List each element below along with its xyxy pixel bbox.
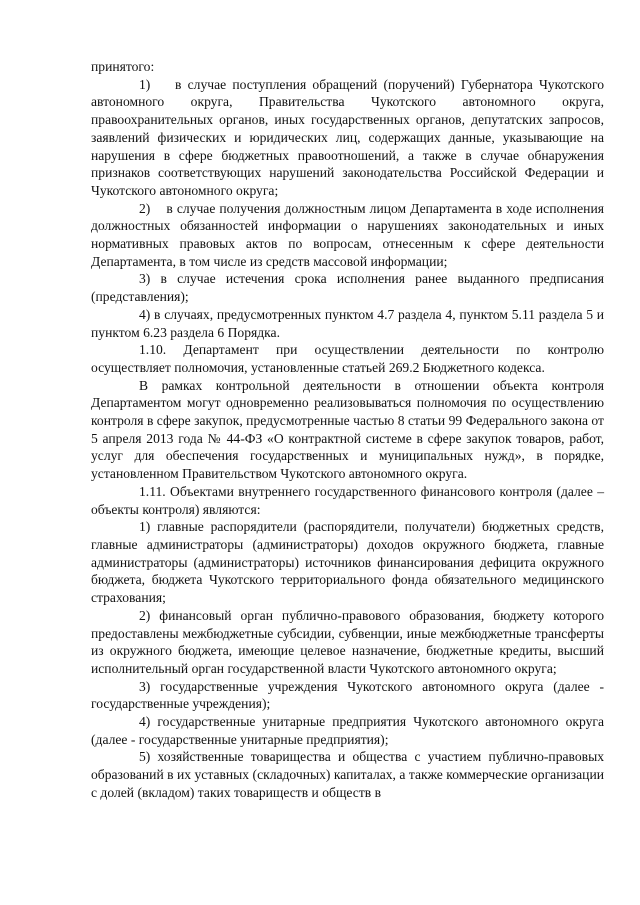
paragraph-object-5: 5) хозяйственные товарищества и общества с участием публично-правовых образований в их уставных (складочных) капиталах, а также коммерческие организации с долей (вкладом) таких товариществ и обществ в: [91, 749, 604, 800]
paragraph-section-1-10: 1.10. Департамент при осуществлении деятельности по контролю осуществляет полномочия, установленные статьей 269.2 Бюджетного кодекса.: [91, 342, 604, 375]
paragraph-intro: принятого:: [91, 59, 155, 74]
paragraph-object-4: 4) государственные унитарные предприятия Чукотского автономного округа (далее - государственные унитарные предприятия);: [91, 714, 604, 747]
document-page: [91, 58, 604, 802]
paragraph-object-2: 2) финансовый орган публично-правового образования, бюджету которого предоставлены межбюджетные субсидии, субвенции, иные межбюджетные трансферты из окружного бюджета, имеющие целевое назначение, бюджетные кредиты, высший исполнительный орган государственной власти Чукотского автономного округа;: [91, 607, 604, 676]
paragraph-procurement-control: В рамках контрольной деятельности в отношении объекта контроля Департаментом могут одновременно реализовываться полномочия по осуществлению контроля в сфере закупок, предусмотренные частью 8 статьи 99 Федерального закона от 5 апреля 2013 года № 44-ФЗ «О контрактной системе в сфере закупок товаров, работ, услуг для обеспечения государственных и муниципальных нужд», в порядке, установленном Правительством Чукотского автономного округа.: [91, 377, 604, 482]
paragraph-object-3: 3) государственные учреждения Чукотского автономного округа (далее - государственные учреждения);: [91, 678, 604, 712]
paragraph-section-1-11: 1.11. Объектами внутреннего государственного финансового контроля (далее – объекты контроля) являются:: [91, 483, 604, 517]
paragraph-item-1: 1) в случае поступления обращений (поручений) Губернатора Чукотского автономного округа, Правительства Чукотского автономного округа, правоохранительных органов, иных государственных органов, депутатских запросов, заявлений физических и юридических лиц, содержащих данные, указывающие на нарушения в сфере бюджетных правоотношений, а также в случае обнаружения признаков соответствующих нарушений законодательства Российской Федерации и Чукотского автономного округа;: [91, 76, 604, 198]
paragraph-item-3: 3) в случае истечения срока исполнения ранее выданного предписания (представления);: [91, 271, 604, 305]
paragraph-item-2: 2) в случае получения должностным лицом Департамента в ходе исполнения должностных обязанностей информации о нарушениях законодательных и иных нормативных правовых актов по вопросам, отнесенным к сфере деятельности Департамента, в том числе из средств массовой информации;: [91, 200, 604, 269]
paragraph-object-1: 1) главные распорядители (распорядители, получатели) бюджетных средств, главные администраторы (администраторы) доходов окружного бюджета, главные администраторы (администраторы) источников финансирования дефицита окружного бюджета, бюджета Чукотского территориального фонда обязательного медицинского страхования;: [91, 519, 604, 606]
paragraph-item-4: 4) в случаях, предусмотренных пунктом 4.7 раздела 4, пунктом 5.11 раздела 5 и пунктом 6.23 раздела 6 Порядка.: [91, 306, 604, 340]
